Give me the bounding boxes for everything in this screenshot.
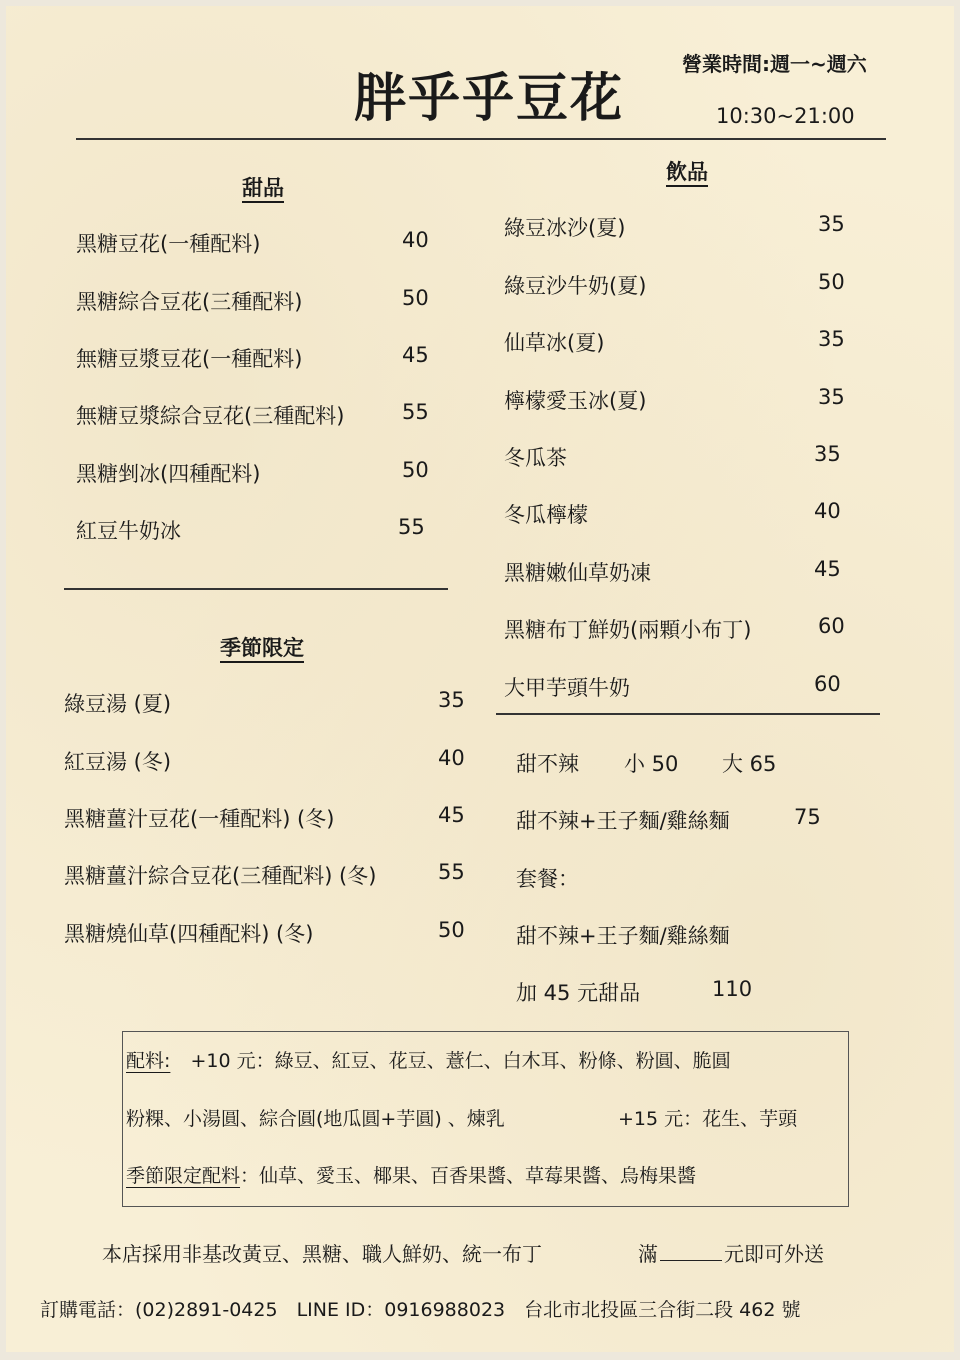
drinks-divider xyxy=(496,713,880,715)
dessert-item-name: 黑糖剉冰(四種配料) xyxy=(76,462,261,486)
set-meal-label: 套餐： xyxy=(516,867,579,891)
set-meal-price: 110 xyxy=(712,977,753,1001)
tempura-noodle-price: 75 xyxy=(794,805,821,829)
drink-item-price: 35 xyxy=(818,212,845,236)
desserts-heading: 甜品 xyxy=(242,176,284,200)
drink-item-name: 仙草冰(夏) xyxy=(504,331,605,355)
dessert-item-price: 45 xyxy=(402,343,429,367)
dessert-item-name: 紅豆牛奶冰 xyxy=(76,519,181,543)
tempura-small-price: 小 50 xyxy=(624,752,679,776)
drink-item-name: 黑糖嫩仙草奶凍 xyxy=(504,561,651,585)
dessert-item-name: 黑糖綜合豆花(三種配料) xyxy=(76,290,303,314)
toppings-line2a: 粉粿、小湯圓、綜合圓(地瓜圓+芋圓) 、煉乳 xyxy=(126,1108,505,1130)
dessert-item-price: 50 xyxy=(402,458,429,482)
drink-item-name: 檸檬愛玉冰(夏) xyxy=(504,389,647,413)
contact-info: 訂購電話：(02)2891-0425 LINE ID：0916988023 台北市北投區三合街二段 462 號 xyxy=(40,1299,801,1321)
seasonal-item-price: 35 xyxy=(438,688,465,712)
tempura-large-price: 大 65 xyxy=(722,752,777,776)
drinks-heading: 飲品 xyxy=(666,160,708,184)
seasonal-item-price: 55 xyxy=(438,860,465,884)
dessert-item-name: 無糖豆漿綜合豆花(三種配料) xyxy=(76,404,345,428)
business-hours-label: 營業時間:週一~週六 xyxy=(682,52,867,76)
dessert-item-name: 黑糖豆花(一種配料) xyxy=(76,232,261,256)
drink-item-price: 60 xyxy=(818,614,845,638)
delivery-note xyxy=(638,1238,824,1267)
seasonal-item-price: 40 xyxy=(438,746,465,770)
dessert-item-price: 55 xyxy=(398,515,425,539)
ingredients-note: 本店採用非基改黃豆、黑糖、職人鮮奶、統一布丁 xyxy=(102,1242,542,1266)
toppings-label: 配料: xyxy=(126,1050,171,1072)
tempura-name: 甜不辣 xyxy=(516,752,579,776)
menu-page xyxy=(6,6,954,1352)
delivery-suffix: 元即可外送 xyxy=(724,1242,824,1266)
drink-item-price: 45 xyxy=(814,557,841,581)
seasonal-item-name: 綠豆湯 (夏) xyxy=(64,692,172,716)
drink-item-name: 綠豆冰沙(夏) xyxy=(504,216,626,240)
drink-item-name: 冬瓜檸檬 xyxy=(504,503,588,527)
dessert-item-price: 55 xyxy=(402,400,429,424)
seasonal-item-price: 45 xyxy=(438,803,465,827)
drink-item-price: 50 xyxy=(818,270,845,294)
toppings-plus10: +10 元：綠豆、紅豆、花豆、薏仁、白木耳、粉條、粉圓、脆圓 xyxy=(190,1050,731,1072)
drink-item-price: 35 xyxy=(818,385,845,409)
delivery-amount-blank xyxy=(660,1242,722,1261)
seasonal-item-name: 黑糖薑汁豆花(一種配料) (冬) xyxy=(64,807,335,831)
delivery-prefix: 滿 xyxy=(638,1242,658,1266)
shop-title: 胖乎乎豆花 xyxy=(354,69,625,129)
business-hours-time: 10:30~21:00 xyxy=(716,104,855,128)
seasonal-item-name: 黑糖薑汁綜合豆花(三種配料) (冬) xyxy=(64,864,377,888)
dessert-item-price: 50 xyxy=(402,286,429,310)
drink-item-price: 60 xyxy=(814,672,841,696)
drink-item-name: 冬瓜茶 xyxy=(504,446,567,470)
set-meal-line2: 加 45 元甜品 xyxy=(516,981,641,1005)
desserts-divider xyxy=(64,588,448,590)
seasonal-item-name: 黑糖燒仙草(四種配料) (冬) xyxy=(64,922,314,946)
dessert-item-name: 無糖豆漿豆花(一種配料) xyxy=(76,347,303,371)
seasonal-item-price: 50 xyxy=(438,918,465,942)
tempura-noodle-name: 甜不辣+王子麵/雞絲麵 xyxy=(516,809,730,833)
drink-item-price: 40 xyxy=(814,499,841,523)
drink-item-name: 綠豆沙牛奶(夏) xyxy=(504,274,647,298)
drink-item-name: 大甲芋頭牛奶 xyxy=(504,676,630,700)
toppings-line3 xyxy=(126,1161,696,1188)
drink-item-name: 黑糖布丁鮮奶(兩顆小布丁) xyxy=(504,618,752,642)
seasonal-toppings-list: ：仙草、愛玉、椰果、百香果醬、草莓果醬、烏梅果醬 xyxy=(240,1165,697,1187)
seasonal-heading: 季節限定 xyxy=(220,636,304,660)
set-meal-line1: 甜不辣+王子麵/雞絲麵 xyxy=(516,924,730,948)
seasonal-toppings-label: 季節限定配料 xyxy=(126,1165,241,1187)
dessert-item-price: 40 xyxy=(402,228,429,252)
toppings-plus15: +15 元：花生、芋頭 xyxy=(618,1108,798,1130)
seasonal-item-name: 紅豆湯 (冬) xyxy=(64,750,172,774)
toppings-line1 xyxy=(126,1046,731,1073)
header-divider xyxy=(76,138,886,140)
drink-item-price: 35 xyxy=(818,327,845,351)
drink-item-price: 35 xyxy=(814,442,841,466)
